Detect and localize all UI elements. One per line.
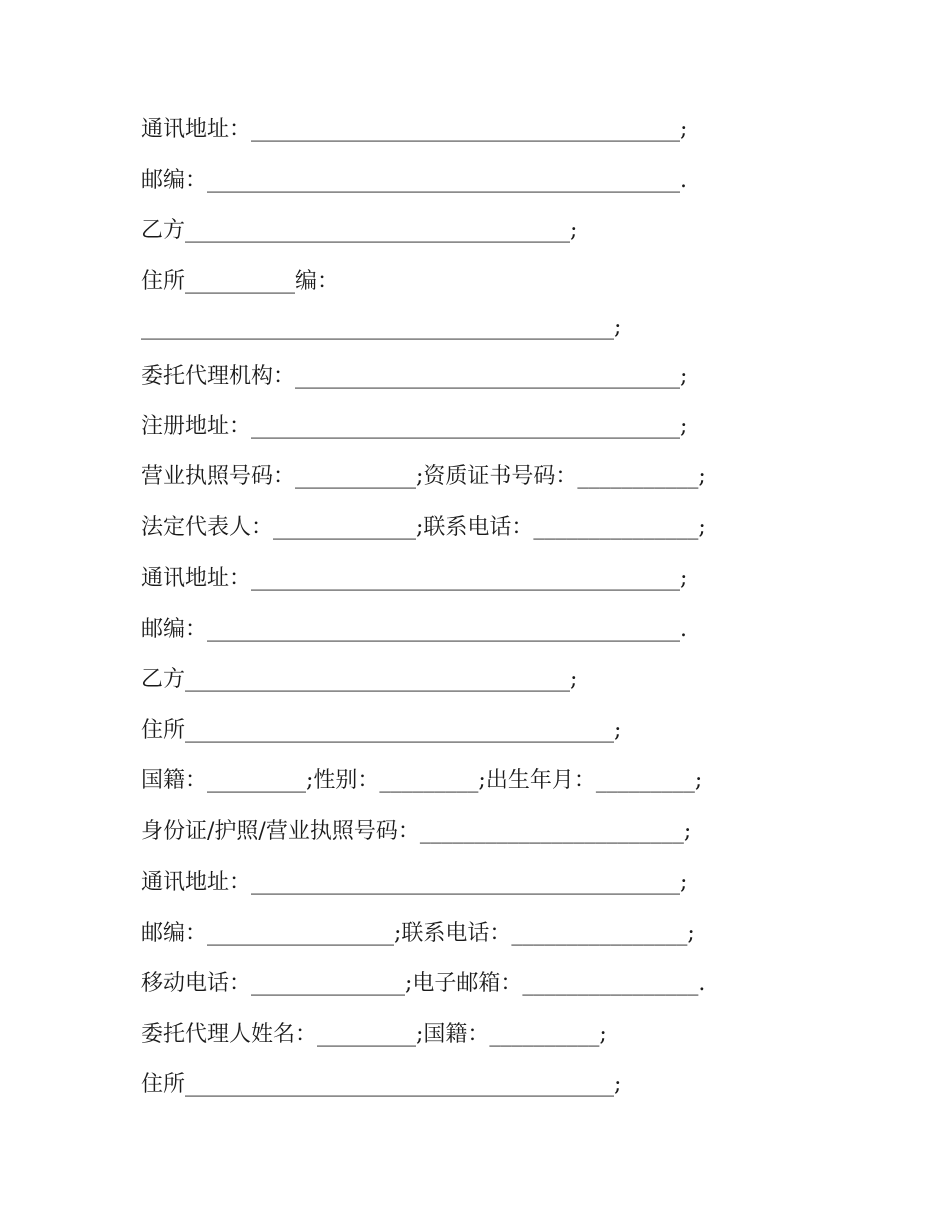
line-residence-2: 住所_______________________________________; — [141, 718, 622, 743]
line-party-b-2: 乙方___________________________________; — [141, 667, 578, 692]
line-correspondence-address-1: 通讯地址：_______________________________________; — [141, 117, 688, 142]
line-blank-continuation: ___________________________________________; — [141, 315, 622, 340]
line-registered-address: 注册地址：_______________________________________; — [141, 414, 688, 439]
line-agency: 委托代理机构：___________________________________; — [141, 364, 688, 389]
line-residence-3: 住所_______________________________________; — [141, 1072, 622, 1097]
line-correspondence-address-3: 通讯地址：_______________________________________; — [141, 870, 688, 895]
line-nationality-gender-birth: 国籍：_________;性别：_________;出生年月：_________; — [141, 768, 703, 793]
line-id-passport-license: 身份证/护照/营业执照号码：________________________; — [141, 819, 692, 844]
line-party-b-1: 乙方___________________________________; — [141, 218, 578, 243]
line-correspondence-address-2: 通讯地址：_______________________________________; — [141, 566, 688, 591]
line-agent-name-nationality: 委托代理人姓名：_________;国籍：__________; — [141, 1022, 607, 1047]
line-postcode-1: 邮编：___________________________________________. — [141, 168, 687, 193]
line-license-and-certificate: 营业执照号码：___________;资质证书号码：___________; — [141, 464, 706, 489]
line-residence-1: 住所__________编： — [141, 269, 340, 294]
line-postcode-and-phone: 邮编：_________________;联系电话：________________; — [141, 921, 695, 946]
line-mobile-and-email: 移动电话：______________;电子邮箱：________________. — [141, 971, 706, 996]
line-postcode-2: 邮编：___________________________________________. — [141, 617, 687, 642]
line-legal-rep-and-phone: 法定代表人：_____________;联系电话：_______________; — [141, 515, 706, 540]
